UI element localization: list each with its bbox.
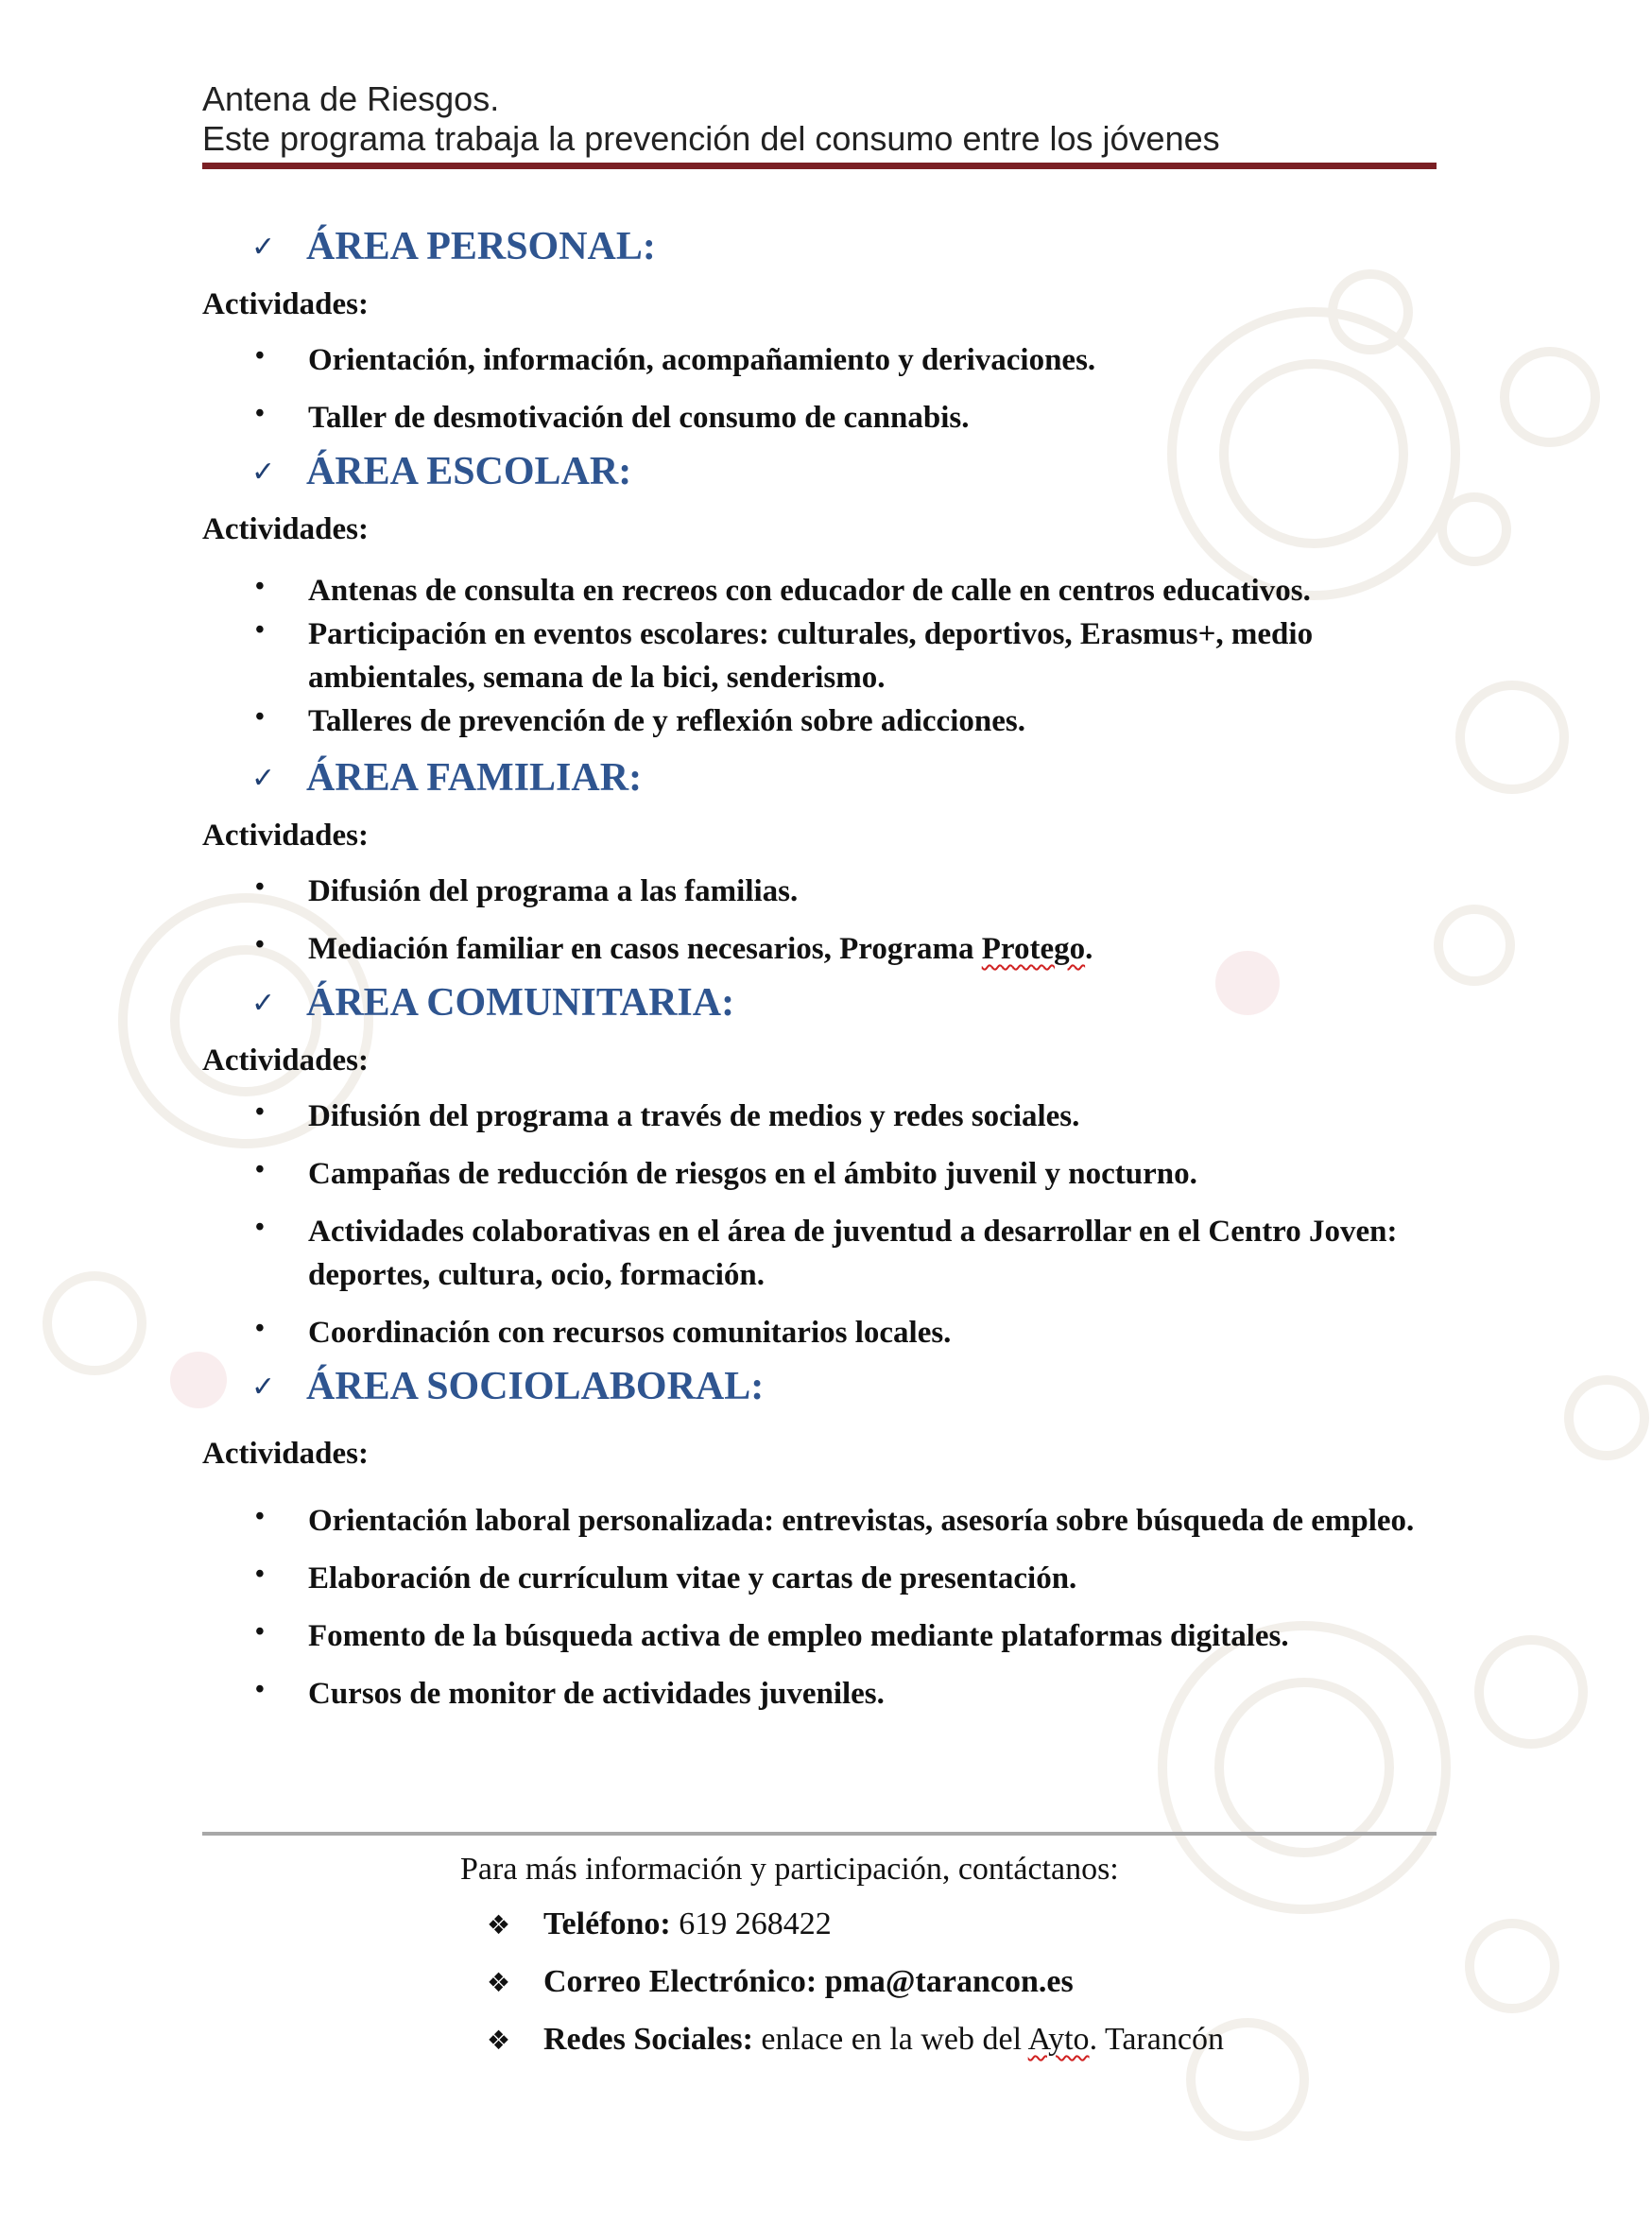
list-item: • Mediación familiar en casos necesarios, Programa Protego.: [202, 927, 1440, 971]
social-label: Redes Sociales:: [543, 2022, 753, 2057]
footer-divider: [202, 1832, 1437, 1836]
email-label: Correo Electrónico: pma@tarancon.es: [543, 1964, 1074, 1999]
phone-label: Teléfono:: [543, 1906, 671, 1941]
misspelled-word: Ayto: [1027, 2022, 1090, 2057]
bullet-dot: •: [255, 702, 265, 732]
activities-label: Actividades:: [202, 287, 369, 321]
contact-list: [487, 1903, 1224, 2076]
section-title: ÁREA ESCOLAR:: [306, 450, 632, 493]
contact-intro: Para más información y participación, contáctanos:: [460, 1852, 1119, 1887]
diamond-icon: ❖: [487, 2025, 511, 2056]
section-heading-familiar: [202, 747, 1440, 809]
section-heading-personal: [202, 216, 1440, 278]
contact-email: [487, 1960, 1224, 2018]
phone-value: 619 268422: [679, 1906, 832, 1941]
bullet-dot: •: [255, 399, 265, 428]
section-heading-sociolaboral: [202, 1355, 1440, 1418]
bullet-dot: •: [255, 1213, 265, 1242]
diamond-icon: ❖: [487, 1967, 511, 1998]
list-item: • Coordinación con recursos comunitarios locales.: [202, 1311, 1440, 1354]
section-title: ÁREA PERSONAL:: [306, 225, 656, 268]
activities-label: Actividades:: [202, 1044, 369, 1078]
activity-list-sociolaboral: [202, 1499, 1440, 1716]
activities-label: Actividades:: [202, 819, 369, 853]
list-item: • Difusión del programa a las familias.: [202, 870, 1440, 913]
list-item: • Difusión del programa a través de medios y redes sociales.: [202, 1095, 1440, 1138]
list-item: • Fomento de la búsqueda activa de empleo mediante plataformas digitales.: [202, 1614, 1440, 1658]
activities-label: Actividades:: [202, 1437, 369, 1471]
bullet-dot: •: [255, 615, 265, 645]
check-icon: ✓: [251, 761, 276, 795]
list-item: • Cursos de monitor de actividades juveniles.: [202, 1672, 1440, 1716]
bullet-dot: •: [255, 1097, 265, 1127]
list-item: • Elaboración de currículum vitae y cartas de presentación.: [202, 1557, 1440, 1600]
bullet-dot: •: [255, 341, 265, 371]
activity-list-escolar: [202, 569, 1440, 743]
section-title: ÁREA FAMILIAR:: [306, 756, 643, 800]
header-subtitle: Este programa trabaja la prevención del consumo entre los jóvenes: [202, 119, 1220, 158]
bullet-dot: •: [255, 572, 265, 601]
section-title: ÁREA SOCIOLABORAL:: [306, 1365, 765, 1408]
bullet-dot: •: [255, 1560, 265, 1589]
activities-label: Actividades:: [202, 512, 369, 546]
bullet-dot: •: [255, 1155, 265, 1184]
section-heading-escolar: [202, 440, 1440, 503]
document-body: [202, 216, 1440, 1730]
bullet-dot: •: [255, 1675, 265, 1704]
page-header: [202, 79, 1437, 159]
section-heading-comunitaria: [202, 972, 1440, 1034]
check-icon: ✓: [251, 986, 276, 1020]
check-icon: ✓: [251, 455, 276, 489]
bullet-dot: •: [255, 1502, 265, 1531]
bullet-dot: •: [255, 1617, 265, 1647]
contact-phone: [487, 1903, 1224, 1960]
activity-list-familiar: [202, 870, 1440, 971]
bullet-dot: •: [255, 872, 265, 902]
bullet-dot: •: [255, 1314, 265, 1343]
list-item: • Orientación laboral personalizada: entrevistas, asesoría sobre búsqueda de empleo.: [202, 1499, 1440, 1543]
list-item: • Campañas de reducción de riesgos en el ámbito juvenil y nocturno.: [202, 1152, 1440, 1196]
list-item: • Antenas de consulta en recreos con educador de calle en centros educativos.: [202, 569, 1440, 612]
section-title: ÁREA COMUNITARIA:: [306, 981, 735, 1025]
contact-social: ❖ Redes Sociales: enlace en la web del Ayto. Tarancón: [487, 2018, 1224, 2076]
diamond-icon: ❖: [487, 1909, 511, 1940]
list-item: • Participación en eventos escolares: culturales, deportivos, Erasmus+, medio ambientales, semana de la bici, senderismo.: [202, 612, 1440, 699]
list-item: • Actividades colaborativas en el área de juventud a desarrollar en el Centro Joven: deportes, cultura, ocio, formación.: [202, 1210, 1440, 1297]
activity-list-comunitaria: [202, 1095, 1440, 1354]
list-item: • Orientación, información, acompañamiento y derivaciones.: [202, 338, 1440, 382]
check-icon: ✓: [251, 1370, 276, 1404]
header-title: Antena de Riesgos.: [202, 79, 500, 118]
activity-list-personal: [202, 338, 1440, 440]
list-item: • Talleres de prevención de y reflexión sobre adicciones.: [202, 699, 1440, 743]
bullet-dot: •: [255, 930, 265, 959]
list-item: • Taller de desmotivación del consumo de cannabis.: [202, 396, 1440, 440]
misspelled-word: Protego: [981, 932, 1086, 966]
check-icon: ✓: [251, 230, 276, 264]
header-divider: [202, 163, 1437, 169]
